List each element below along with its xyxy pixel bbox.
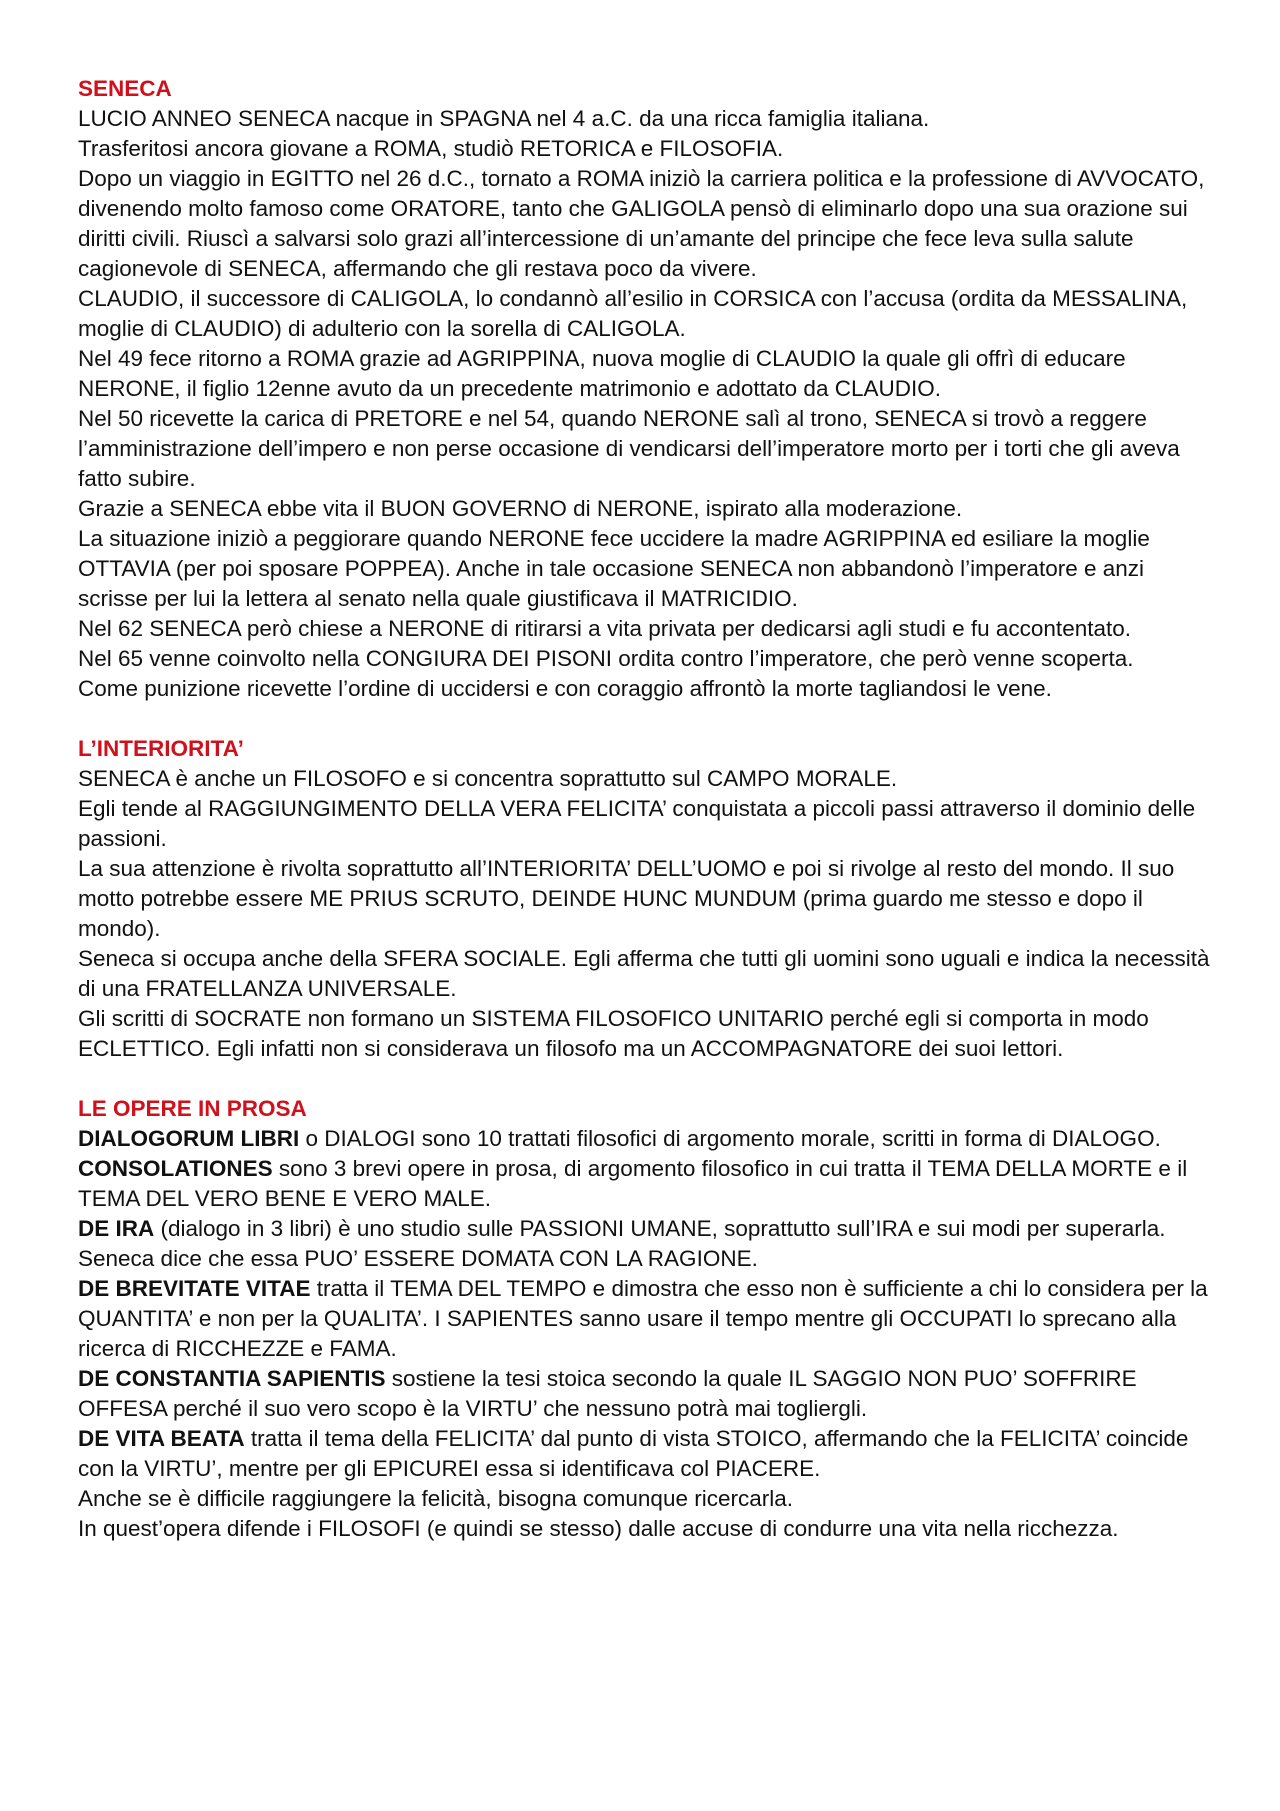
paragraph: Gli scritti di SOCRATE non formano un SISTEMA FILOSOFICO UNITARIO perché egli si comporta in modo ECLETTICO. Egli infatti non si considerava un filosofo ma un ACCOMPAGNATORE dei suoi lettori. [78, 1006, 1149, 1061]
work-title: CONSOLATIONES [78, 1156, 273, 1181]
section-opere-in-prosa [78, 1094, 1218, 1544]
section-title: LE OPERE IN PROSA [78, 1096, 307, 1121]
work-description: tratta il tema della FELICITA’ dal punto di vista STOICO, affermando che la FELICITA’ coincide con la VIRTU’, mentre per gli EPICUREI essa si identificava col PIACERE. [78, 1426, 1189, 1481]
paragraph: Nel 50 ricevette la carica di PRETORE e nel 54, quando NERONE salì al trono, SENECA si trovò a reggere l’amministrazione dell’impero e non perse occasione di vendicarsi dell’imperatore morto per i torti che gli aveva fatto subire. [78, 406, 1180, 491]
paragraph: Seneca si occupa anche della SFERA SOCIALE. Egli afferma che tutti gli uomini sono uguali e indica la necessità di una FRATELLANZA UNIVERSALE. [78, 946, 1210, 1001]
paragraph: Come punizione ricevette l’ordine di uccidersi e con coraggio affrontò la morte tagliandosi le vene. [78, 676, 1052, 701]
section-interiorita [78, 734, 1218, 1064]
work-title: DIALOGORUM LIBRI [78, 1126, 300, 1151]
work-entry [78, 1364, 1218, 1424]
paragraph: SENECA è anche un FILOSOFO e si concentra soprattutto sul CAMPO MORALE. [78, 766, 898, 791]
section-title: SENECA [78, 76, 172, 101]
paragraph: Grazie a SENECA ebbe vita il BUON GOVERNO di NERONE, ispirato alla moderazione. [78, 496, 963, 521]
paragraph: In quest’opera difende i FILOSOFI (e quindi se stesso) dalle accuse di condurre una vita nella ricchezza. [78, 1516, 1119, 1541]
work-description: sono 3 brevi opere in prosa, di argomento filosofico in cui tratta il TEMA DELLA MORTE e il TEMA DEL VERO BENE E VERO MALE. [78, 1156, 1188, 1211]
work-entry [78, 1124, 1218, 1154]
paragraph: Nel 65 venne coinvolto nella CONGIURA DEI PISONI ordita contro l’imperatore, che però venne scoperta. [78, 646, 1134, 671]
work-entry [78, 1214, 1218, 1274]
paragraph: LUCIO ANNEO SENECA nacque in SPAGNA nel 4 a.C. da una ricca famiglia italiana. [78, 106, 930, 131]
document-page [78, 74, 1218, 1544]
paragraph: CLAUDIO, il successore di CALIGOLA, lo condannò all’esilio in CORSICA con l’accusa (ordita da MESSALINA, moglie di CLAUDIO) di adulterio con la sorella di CALIGOLA. [78, 286, 1188, 341]
work-title: DE BREVITATE VITAE [78, 1276, 311, 1301]
paragraph: La situazione iniziò a peggiorare quando NERONE fece uccidere la madre AGRIPPINA ed esiliare la moglie OTTAVIA (per poi sposare POPPEA). Anche in tale occasione SENECA non abbandonò l’imperatore e anzi scrisse per lui la lettera al senato nella quale giustificava il MATRICIDIO. [78, 526, 1150, 611]
work-title: DE IRA [78, 1216, 155, 1241]
paragraph: Egli tende al RAGGIUNGIMENTO DELLA VERA FELICITA’ conquistata a piccoli passi attraverso il dominio delle passioni. [78, 796, 1196, 851]
paragraph: Anche se è difficile raggiungere la felicità, bisogna comunque ricercarla. [78, 1486, 793, 1511]
work-entry [78, 1274, 1218, 1364]
paragraph: Dopo un viaggio in EGITTO nel 26 d.C., tornato a ROMA iniziò la carriera politica e la professione di AVVOCATO, divenendo molto famoso come ORATORE, tanto che GALIGOLA pensò di eliminarlo dopo una sua orazione sui diritti civili. Riuscì a salvarsi solo grazi all’intercessione di un’amante del principe che fece leva sulla salute cagionevole di SENECA, affermando che gli restava poco da vivere. [78, 166, 1205, 281]
work-entry [78, 1424, 1218, 1484]
paragraph: Trasferitosi ancora giovane a ROMA, studiò RETORICA e FILOSOFIA. [78, 136, 784, 161]
work-description: o DIALOGI sono 10 trattati filosofici di argomento morale, scritti in forma di DIALOGO. [299, 1126, 1161, 1151]
paragraph: Nel 49 fece ritorno a ROMA grazie ad AGRIPPINA, nuova moglie di CLAUDIO la quale gli offrì di educare NERONE, il figlio 12enne avuto da un precedente matrimonio e adottato da CLAUDIO. [78, 346, 1126, 401]
work-title: DE VITA BEATA [78, 1426, 245, 1451]
work-description: (dialogo in 3 libri) è uno studio sulle PASSIONI UMANE, soprattutto sull’IRA e sui modi per superarla. Seneca dice che essa PUO’ ESSERE DOMATA CON LA RAGIONE. [78, 1216, 1166, 1271]
section-title: L’INTERIORITA’ [78, 736, 244, 761]
section-seneca [78, 74, 1218, 704]
paragraph: La sua attenzione è rivolta soprattutto all’INTERIORITA’ DELL’UOMO e poi si rivolge al resto del mondo. Il suo motto potrebbe essere ME PRIUS SCRUTO, DEINDE HUNC MUNDUM (prima guardo me stesso e dopo il mondo). [78, 856, 1175, 941]
work-entry [78, 1154, 1218, 1214]
work-description: sostiene la tesi stoica secondo la quale IL SAGGIO NON PUO’ SOFFRIRE OFFESA perché il suo vero scopo è la VIRTU’ che nessuno potrà mai togliergli. [78, 1366, 1137, 1421]
work-title: DE CONSTANTIA SAPIENTIS [78, 1366, 386, 1391]
work-description: tratta il TEMA DEL TEMPO e dimostra che esso non è sufficiente a chi lo considera per la QUANTITA’ e non per la QUALITA’. I SAPIENTES sanno usare il tempo mentre gli OCCUPATI lo sprecano alla ricerca di RICCHEZZE e FAMA. [78, 1276, 1208, 1361]
paragraph: Nel 62 SENECA però chiese a NERONE di ritirarsi a vita privata per dedicarsi agli studi e fu accontentato. [78, 616, 1131, 641]
